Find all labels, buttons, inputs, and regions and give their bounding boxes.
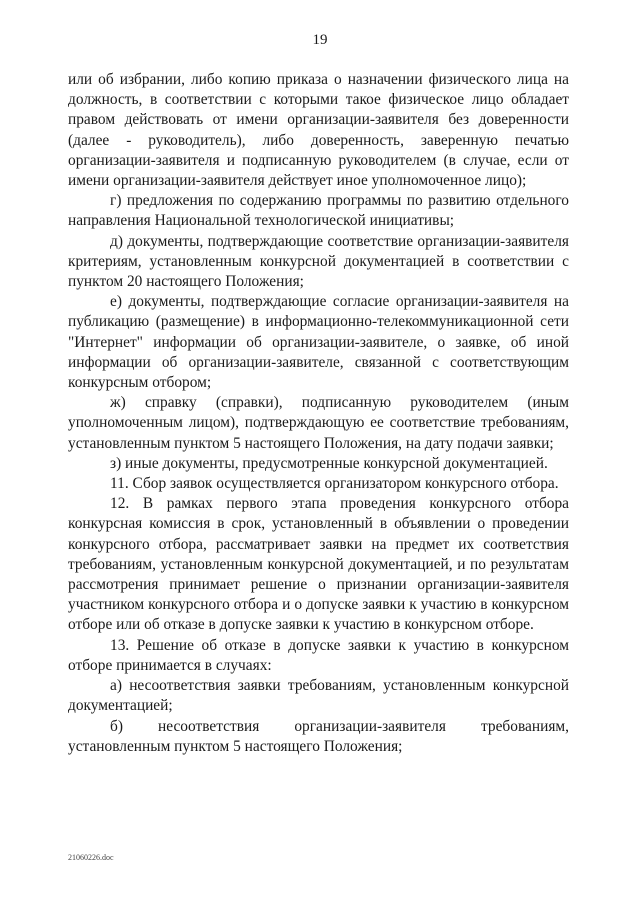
footer-file-code: 21060226.doc (68, 853, 114, 862)
paragraph-item-a: а) несоответствия заявки требованиям, установленным конкурсной документацией; (68, 677, 569, 715)
paragraph-clause-11: 11. Сбор заявок осуществляется организатором конкурсного отбора. (110, 475, 559, 493)
paragraph-clause-12: 12. В рамках первого этапа проведения конкурсного отбора конкурсная комиссия в срок, установленный в объявлении о проведении конкурсного отбора, рассматривает заявки на предмет их соответствия требованиям, установленным конкурсной документацией, и по результатам рассмотрения принимает решение о признании организации-заявителя участником конкурсного отбора и о допуске заявки к участию в конкурсном отборе или об отказе в допуске заявки к участию в конкурсном отборе. (68, 495, 569, 634)
paragraph-item-zh: ж) справку (справки), подписанную руководителем (иным уполномоченным лицом), подтверждающую ее соответствие требованиям, установленным пунктом 5 настоящего Положения, на дату подачи заявки; (68, 394, 569, 452)
paragraph-continuation: или об избрании, либо копию приказа о назначении физического лица на должность, в соответствии с которыми такое физическое лицо обладает правом действовать от имени организации-заявителя без доверенности (далее - руководитель), либо доверенность, заверенную печатью организации-заявителя и подписанную руководителем (в случае, если от имени организации-заявителя действует иное уполномоченное лицо); (68, 71, 569, 190)
paragraph-item-d: д) документы, подтверждающие соответствие организации-заявителя критериям, установленным конкурсной документацией в соответствии с пунктом 20 настоящего Положения; (68, 232, 569, 291)
paragraph-item-z: з) иные документы, предусмотренные конкурсной документацией. (110, 454, 548, 472)
paragraph-item-e: е) документы, подтверждающие согласие организации-заявителя на публикацию (размещение) в информационно-телекоммуникационной сети "Интернет" информации об организации-заявителе, о заявке, об иной информации об организации-заявителе, связанной с соответствующим конкурсным отбором; (68, 293, 569, 392)
paragraph-item-g: г) предложения по содержанию программы по развитию отдельного направления Национальной технологической инициативы; (68, 192, 569, 230)
paragraph-clause-13: 13. Решение об отказе в допуске заявки к участию в конкурсном отборе принимается в случаях: (68, 636, 569, 674)
document-body (68, 70, 569, 757)
paragraph-item-b: б) несоответствия организации-заявителя требованиям, установленным пунктом 5 настоящего Положения; (68, 717, 569, 755)
page-number: 19 (312, 32, 328, 48)
